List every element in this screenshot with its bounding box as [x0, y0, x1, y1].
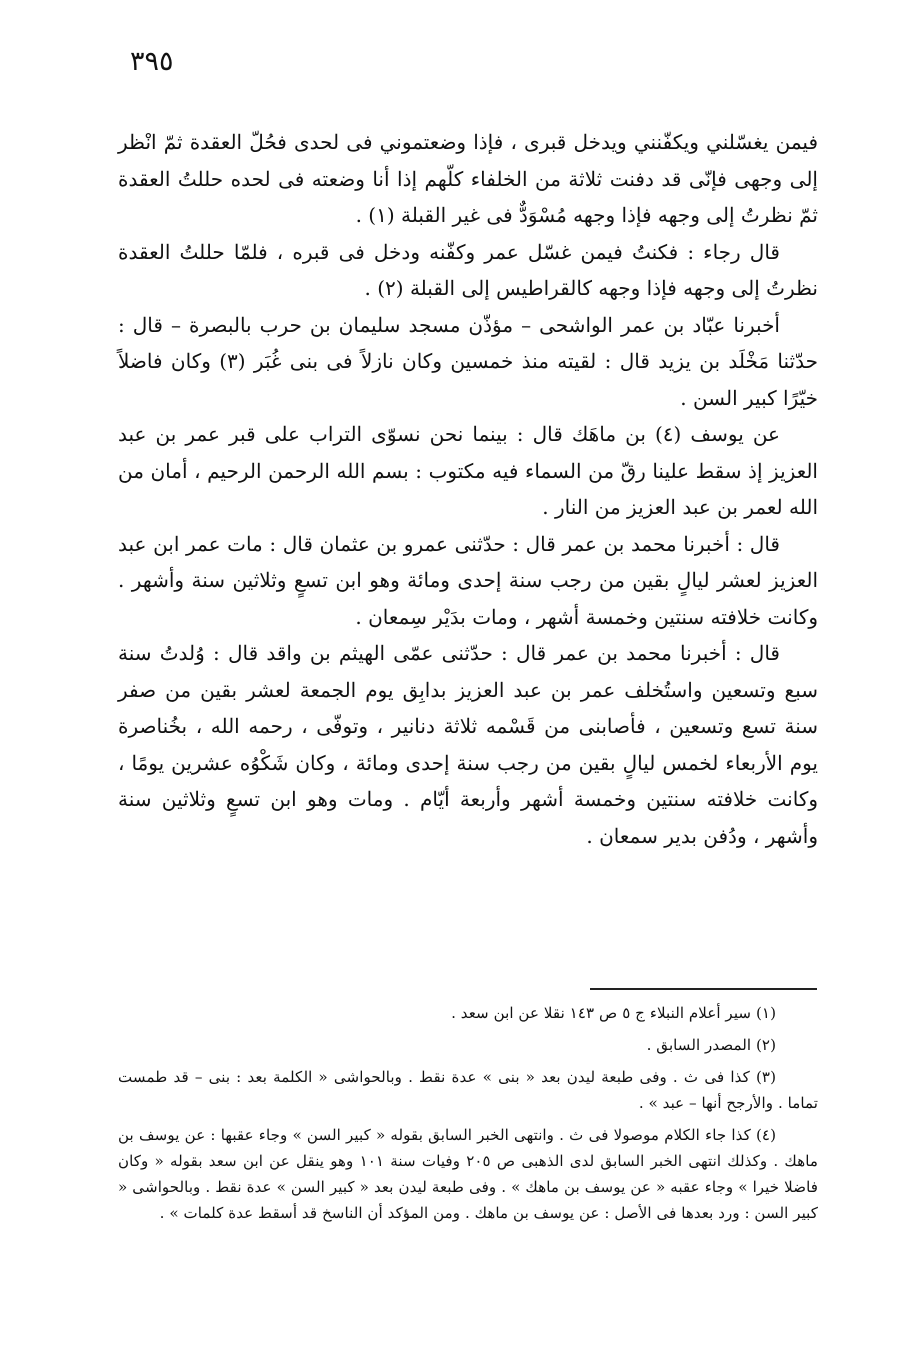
footnote-separator [590, 988, 817, 990]
footnote: (٣) كذا فى ث . وفى طبعة ليدن بعد « بنى » عدة نقط . وبالحواشى « الكلمة بعد : بنى – قد طمست تماما . والأرجح أنها – عبد » . [118, 1068, 818, 1112]
footnotes [118, 992, 818, 1226]
paragraph: أخبرنا عبّاد بن عمر الواشحى – مؤذّن مسجد سليمان بن حرب بالبصرة – قال : حدّثنا مَخْلَد بن يزيد قال : لقيته منذ خمسين وكان نازلاً فى بنى غُبَر (٣) وكان فاضلاً خيّرًا كبير السن . [118, 312, 818, 410]
paragraph: قال : أخبرنا محمد بن عمر قال : حدّثنى عمّى الهيثم بن واقد قال : وُلدتُ سنة سبع وتسعين واستُخلف عمر بن عبد العزيز بدابِق يوم الجمعة لعشر بقين من صفر سنة تسع وتسعين ، فأصابنى من قَسْمه ثلاثة دنانير ، وتوفّى ، رحمه الله ، بخُناصرة يوم الأربعاء لخمس ليالٍ بقين من رجب سنة إحدى ومائة ، وكان شَكْوُه عشرين يومًا ، وكانت خلافته سنتين وخمسة أشهر وأربعة أيّام . ومات وهو ابن تسعٍ وثلاثين سنة وأشهر ، ودُفن بدير سمعان . [118, 641, 818, 848]
footnote: (٤) كذا جاء الكلام موصولا فى ث . وانتهى الخبر السابق بقوله « كبير السن » وجاء عقبها : عن يوسف بن ماهك . وكذلك انتهى الخبر السابق لدى الذهبى ص ٢٠٥ وفيات سنة ١٠١ وهو ينقل عن ابن سعد بقوله « وكان فاضلا خيرا » وجاء عقبه « عن يوسف بن ماهك » . وفى طبعة ليدن بعد « كبير السن » عدة نقط . وبالحواشى « كبير السن : ورد بعدها فى الأصل : عن يوسف بن ماهك . ومن المؤكد أن الناسخ قد أسقط عدة كلمات » . [118, 1126, 818, 1222]
main-text [118, 124, 818, 854]
footnote: (١) سير أعلام النبلاء ج ٥ ص ١٤٣ نقلا عن ابن سعد . [451, 1004, 776, 1022]
paragraph: عن يوسف (٤) بن ماهَك قال : بينما نحن نسوّى التراب على قبر عمر بن عبد العزيز إذ سقط علينا رقّ من السماء فيه مكتوب : بسم الله الرحمن الرحيم ، أمان من الله لعمر بن عبد العزيز من النار . [118, 422, 818, 519]
paragraph: قال : أخبرنا محمد بن عمر قال : حدّثنى عمرو بن عثمان قال : مات عمر ابن عبد العزيز لعشر ليالٍ بقين من رجب سنة إحدى ومائة وهو ابن تسعٍ وثلاثين سنة وأشهر . وكانت خلافته سنتين وخمسة أشهر ، ومات بدَيْر سِمعان . [118, 531, 818, 629]
paragraph: فيمن يغسّلني ويكفّنني ويدخل قبرى ، فإذا وضعتموني فى لحدى فحُلّ العقدة ثمّ انْظر إلى وجهى فإنّى قد دفنت ثلاثة من الخلفاء كلّهم إذا أنا وضعته فى لحده حللتُ العقدة ثمّ نظرتُ إلى وجهه فإذا وجهه مُسْوَدٌّ فى غير القبلة (١) . [118, 130, 818, 227]
paragraph: قال رجاء : فكنتُ فيمن غسّل عمر وكفّنه ودخل فى قبره ، فلمّا حللتُ العقدة نظرتُ إلى وجهه فإذا وجهه كالقراطيس إلى القبلة (٢) . [118, 239, 818, 300]
footnote: (٢) المصدر السابق . [646, 1036, 776, 1054]
page-number: ٣٩٥ [130, 46, 174, 77]
